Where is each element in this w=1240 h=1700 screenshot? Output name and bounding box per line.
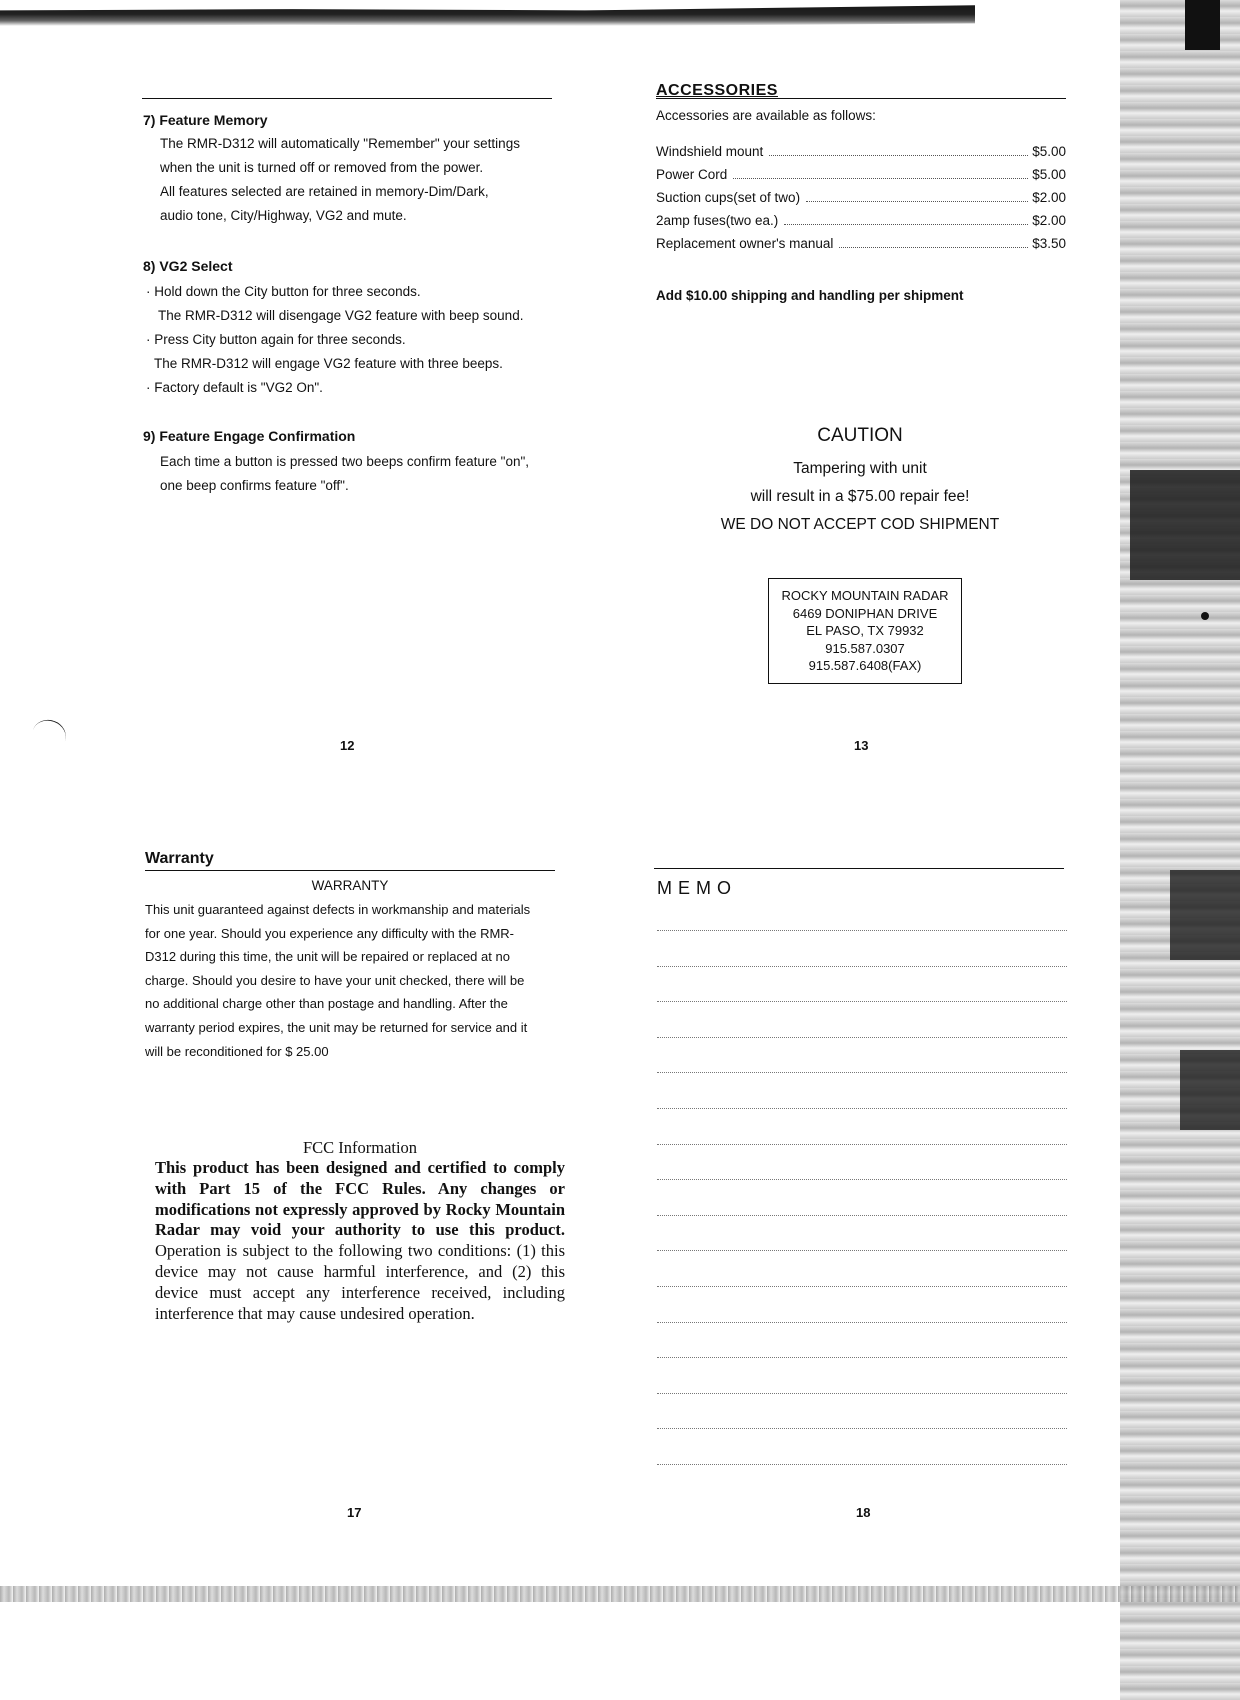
text-line: one beep confirms feature "off". — [160, 478, 349, 493]
dot-leader — [806, 200, 1028, 202]
memo-line — [657, 1428, 1067, 1429]
dot-leader — [839, 246, 1028, 248]
text-line: no additional charge other than postage and handling. After the — [145, 996, 508, 1012]
scan-edge-top — [0, 0, 975, 26]
text-line: · Press City button again for three seconds. — [146, 332, 406, 347]
vg2-select-title: 8) VG2 Select — [143, 258, 233, 274]
address-line: ROCKY MOUNTAIN RADAR — [781, 588, 949, 603]
vg2-select-text — [146, 280, 566, 400]
address-line: 6469 DONIPHAN DRIVE — [792, 605, 938, 621]
accessories-intro: Accessories are available as follows: — [656, 108, 876, 123]
accessories-list — [656, 144, 1066, 259]
feature-memory-text — [160, 132, 560, 228]
accessory-name: Power Cord — [656, 167, 728, 182]
memo-line — [657, 1001, 1067, 1002]
fcc-text — [155, 1158, 565, 1324]
confirmation-title: 9) Feature Engage Confirmation — [143, 428, 356, 444]
page12-top-rule — [142, 98, 552, 99]
text-line: Each time a button is pressed two beeps confirm feature "on", — [160, 454, 530, 469]
text-line: D312 during this time, the unit will be repaired or replaced at no — [145, 949, 510, 965]
memo-line — [657, 966, 1067, 967]
feature-memory-title: 7) Feature Memory — [143, 112, 268, 128]
memo-line — [657, 1108, 1067, 1109]
memo-line — [657, 1037, 1067, 1038]
accessory-name: Replacement owner's manual — [656, 236, 834, 251]
text-line: will be reconditioned for $ 25.00 — [145, 1043, 329, 1059]
dot-leader — [784, 223, 1028, 225]
accessory-price: $2.00 — [1032, 190, 1066, 205]
memo-line — [657, 1357, 1067, 1358]
memo-line — [657, 1144, 1067, 1145]
memo-line — [657, 1393, 1067, 1394]
memo-line — [657, 1179, 1067, 1180]
list-item — [656, 167, 1066, 190]
warranty-rule — [145, 870, 555, 871]
page-number-12: 12 — [340, 738, 355, 753]
caution-block — [700, 425, 1020, 539]
list-item — [656, 144, 1066, 167]
accessories-heading: ACCESSORIES — [656, 82, 778, 99]
warranty-heading: WARRANTY — [311, 878, 389, 893]
text-line: The RMR-D312 will engage VG2 feature with three beeps. — [154, 356, 503, 371]
caution-title: CAUTION — [817, 425, 903, 446]
scan-shadow — [1185, 0, 1220, 50]
page-number-17: 17 — [347, 1505, 362, 1520]
page-number-18: 18 — [856, 1505, 871, 1520]
text-line: charge. Should you desire to have your unit checked, there will be — [145, 972, 525, 988]
list-item — [656, 190, 1066, 213]
memo-lines — [657, 930, 1067, 1500]
text-line: The RMR-D312 will disengage VG2 feature with beep sound. — [158, 308, 524, 323]
warranty-text — [145, 898, 565, 1063]
text-line: The RMR-D312 will automatically "Remember" your settings — [160, 136, 520, 151]
scan-edge-right — [1120, 0, 1240, 1700]
scan-dot-mark — [1201, 612, 1209, 620]
address-box — [768, 578, 962, 684]
caution-line: WE DO NOT ACCEPT COD SHIPMENT — [720, 516, 1000, 533]
scan-shadow — [1180, 1050, 1240, 1130]
list-item — [656, 236, 1066, 259]
memo-line — [657, 1215, 1067, 1216]
fcc-normal-text: Operation is subject to the following two conditions: (1) this device may not cause harmful interference, and (2) this device must accept any interference received, including interference that may cause undesired operation. — [155, 1241, 565, 1323]
memo-heading: MEMO — [657, 878, 737, 898]
scan-shadow — [1130, 470, 1240, 580]
fcc-title: FCC Information — [302, 1138, 418, 1157]
dot-leader — [769, 154, 1028, 156]
fax-line: 915.587.6408(FAX) — [808, 658, 922, 673]
scan-pen-mark — [28, 715, 71, 756]
caution-line: will result in a $75.00 repair fee! — [750, 488, 970, 505]
accessory-price: $2.00 — [1032, 213, 1066, 228]
accessory-name: Windshield mount — [656, 144, 764, 159]
text-line: for one year. Should you experience any difficulty with the RMR- — [145, 925, 515, 941]
dot-leader — [733, 177, 1028, 179]
memo-line — [657, 1072, 1067, 1073]
memo-line — [657, 1464, 1067, 1465]
fcc-bold-text: This product has been designed and certified to comply with Part 15 of the FCC Rules. Any changes or modifications not expressly approved by Rocky Mountain Radar may void your authority to use this product. — [155, 1158, 565, 1240]
list-item — [656, 213, 1066, 236]
accessory-price: $5.00 — [1032, 167, 1066, 182]
text-line: when the unit is turned off or removed from the power. — [160, 160, 484, 175]
memo-line — [657, 1322, 1067, 1323]
page-number-13: 13 — [854, 738, 869, 753]
memo-top-rule — [654, 868, 1064, 869]
scan-shadow — [1170, 870, 1240, 960]
accessory-price: $5.00 — [1032, 144, 1066, 159]
text-line: audio tone, City/Highway, VG2 and mute. — [160, 208, 407, 223]
memo-line — [657, 1286, 1067, 1287]
memo-line — [657, 1250, 1067, 1251]
accessories-rule — [656, 98, 1066, 99]
address-line: EL PASO, TX 79932 — [806, 623, 924, 638]
text-line: warranty period expires, the unit may be returned for service and it — [145, 1019, 528, 1035]
confirmation-text — [160, 450, 570, 498]
memo-line — [657, 930, 1067, 931]
scan-edge-bottom — [0, 1586, 1240, 1602]
shipping-note: Add $10.00 shipping and handling per shipment — [656, 288, 964, 303]
phone-line: 915.587.0307 — [825, 640, 905, 656]
accessory-name: Suction cups(set of two) — [656, 190, 801, 205]
text-line: · Factory default is "VG2 On". — [146, 380, 323, 395]
warranty-section-title: Warranty — [145, 850, 214, 867]
accessory-name: 2amp fuses(two ea.) — [656, 213, 779, 228]
text-line: · Hold down the City button for three seconds. — [146, 284, 421, 299]
accessory-price: $3.50 — [1032, 236, 1066, 251]
text-line: This unit guaranteed against defects in workmanship and materials — [145, 902, 531, 917]
caution-line: Tampering with unit — [793, 460, 927, 477]
text-line: All features selected are retained in memory-Dim/Dark, — [160, 184, 489, 199]
